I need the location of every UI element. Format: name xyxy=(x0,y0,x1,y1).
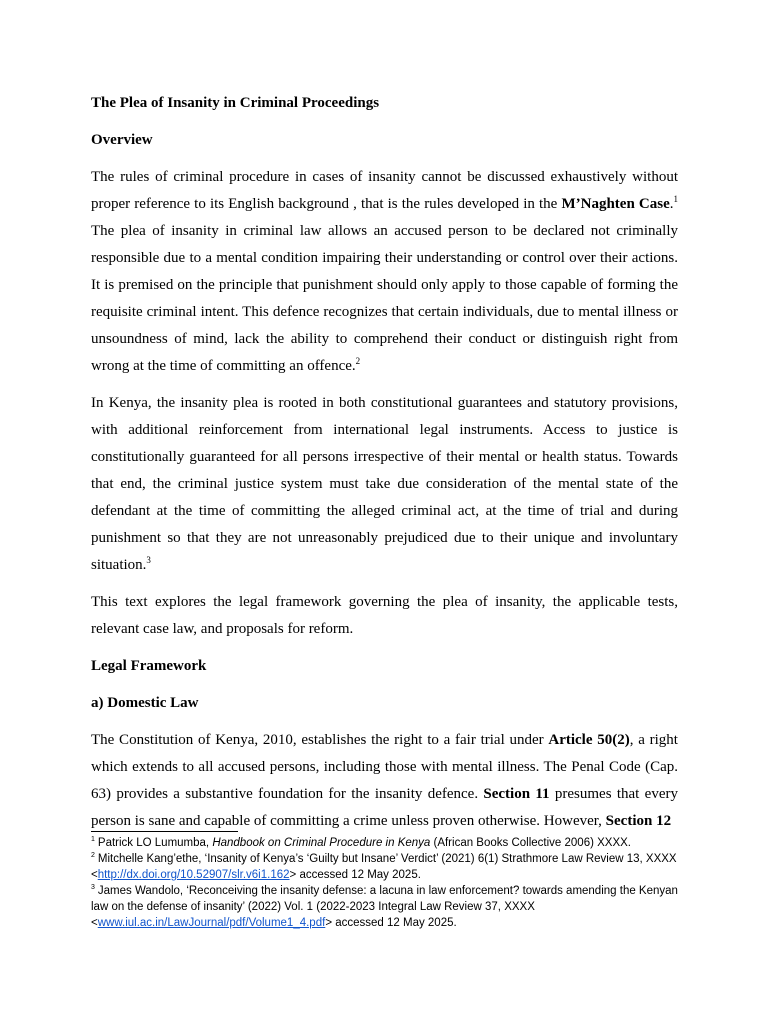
document-body xyxy=(91,90,678,845)
footnote-ref-2[interactable]: 2 xyxy=(355,356,361,366)
paragraph-text: In Kenya, the insanity plea is rooted in both constitutional guarantees and statutory provisions, with additional reinforcement from international legal instruments. Access to justice is constitutionally guaranteed for all persons irrespective of their mental or health status. Towards that end, the criminal justice system must take due consideration of the mental state of the defendant at the time of committing the alleged criminal act, at the time of trial and during punishment so that they are not unreasonably prejudiced due to their unique and involuntary situation. xyxy=(91,395,678,573)
article-ref: Article 50(2) xyxy=(548,732,630,748)
paragraph-text: . xyxy=(669,196,674,212)
paragraph-text: The Constitution of Kenya, 2010, establishes the right to a fair trial under xyxy=(91,732,549,748)
section-heading-overview: Overview xyxy=(91,132,153,148)
case-name: M’Naghten Case xyxy=(561,196,670,212)
paragraph-3: This text explores the legal framework governing the plea of insanity, the applicable tests, relevant case law, and proposals for reform. xyxy=(91,594,678,637)
section-ref: Section 11 xyxy=(483,786,550,802)
footnote-text: Mitchelle Kang’ethe, ‘Insanity of Kenya’s ‘Guilty but Insane’ Verdict’ (2021) 6(1) Strathmore Law Review 13, XXXX < xyxy=(91,853,677,881)
paragraph-text: , a right which extends to all accused persons, including those with mental illness. The Penal Code (Cap. 63) provides a substantive foundation for the insanity defence. xyxy=(91,732,678,802)
paragraph-text: presumes that every person is sane and capable of committing a crime unless proven otherwise. However, xyxy=(91,786,678,829)
section-ref: Section 12 xyxy=(605,813,672,829)
footnote-separator xyxy=(91,831,238,832)
footnote-1 xyxy=(91,835,681,851)
footnote-text: (African Books Collective 2006) XXXX. xyxy=(430,837,631,849)
footnote-number: 2 xyxy=(91,852,95,859)
paragraph-1 xyxy=(91,164,678,380)
footnote-link[interactable]: www.iul.ac.in/LawJournal/pdf/Volume1_4.pdf xyxy=(97,917,326,929)
subsection-heading-domestic-law: a) Domestic Law xyxy=(91,695,199,711)
document-title: The Plea of Insanity in Criminal Proceedings xyxy=(91,95,380,111)
footnote-text: > accessed 12 May 2025. xyxy=(289,869,421,881)
footnote-2 xyxy=(91,851,681,883)
paragraph-2 xyxy=(91,390,678,579)
footnote-text: James Wandolo, ‘Reconceiving the insanity defense: a lacuna in law enforcement? towards amending the Kenyan law on the defense of insanity’ (2022) Vol. 1 (2022-2023 Integral Law Review 37, XXXX < xyxy=(91,885,678,929)
footnote-book-title: Handbook on Criminal Procedure in Kenya xyxy=(212,837,431,849)
paragraph-text: The plea of insanity in criminal law allows an accused person to be declared not criminally responsible due to a mental condition impairing their understanding or control over their actions. It is premised on the principle that punishment should only apply to those capable of forming the requisite criminal intent. This defence recognizes that certain individuals, due to mental illness or unsoundness of mind, lack the ability to comprehend their conduct or distinguish right from wrong at the time of committing an offence. xyxy=(91,223,678,374)
footnote-number: 3 xyxy=(91,884,95,891)
footnote-3 xyxy=(91,883,681,931)
footnote-ref-3[interactable]: 3 xyxy=(146,555,151,565)
footnote-text: Patrick LO Lumumba, xyxy=(97,837,213,849)
footnote-link[interactable]: http://dx.doi.org/10.52907/slr.v6i1.162 xyxy=(97,869,290,881)
paragraph-4 xyxy=(91,727,678,835)
paragraph-text: The rules of criminal procedure in cases of insanity cannot be discussed exhaustively without proper reference to its English background , that is the rules developed in the xyxy=(91,169,678,212)
footnote-number: 1 xyxy=(91,836,95,843)
footnote-ref-1[interactable]: 1 xyxy=(673,194,678,204)
footnotes xyxy=(91,835,681,931)
footnote-text: > accessed 12 May 2025. xyxy=(325,917,457,929)
section-heading-legal-framework: Legal Framework xyxy=(91,658,207,674)
